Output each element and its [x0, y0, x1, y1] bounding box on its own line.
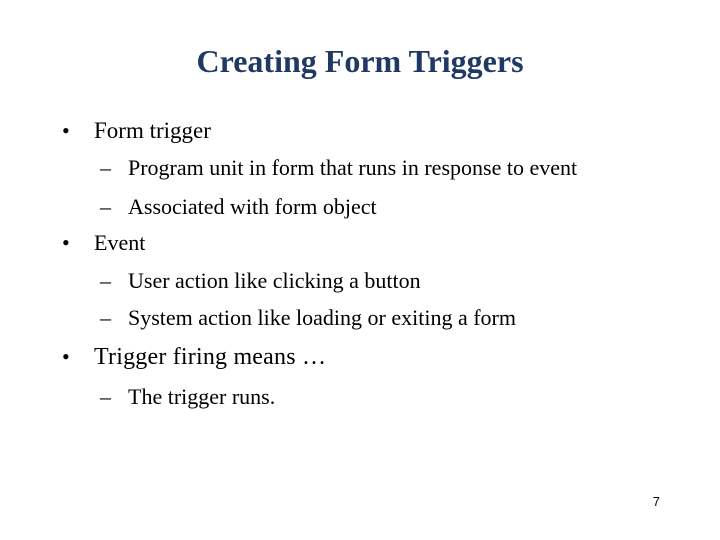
dash-icon: – — [100, 155, 111, 180]
subitem-text: The trigger runs. — [128, 384, 276, 409]
dash-icon: – — [100, 194, 111, 219]
subitem-text: Associated with form object — [128, 194, 377, 219]
subitem-text: User action like clicking a button — [128, 268, 421, 293]
bullet-text-event: Event — [94, 230, 146, 255]
dash-icon: – — [100, 384, 111, 409]
bullet-text-trigger-firing: Trigger firing means … — [94, 344, 327, 370]
bullet-text-form-trigger: Form trigger — [94, 118, 211, 143]
bullet-icon: • — [62, 344, 70, 369]
page-number: 7 — [652, 494, 660, 509]
dash-icon: – — [100, 268, 111, 293]
subitem-text: Program unit in form that runs in response to event — [128, 155, 578, 180]
subitem-text: System action like loading or exiting a form — [128, 305, 516, 330]
dash-icon: – — [100, 305, 111, 330]
bullet-icon: • — [62, 118, 70, 143]
bullet-icon: • — [62, 230, 70, 255]
slide-title: Creating Form Triggers — [196, 43, 524, 79]
